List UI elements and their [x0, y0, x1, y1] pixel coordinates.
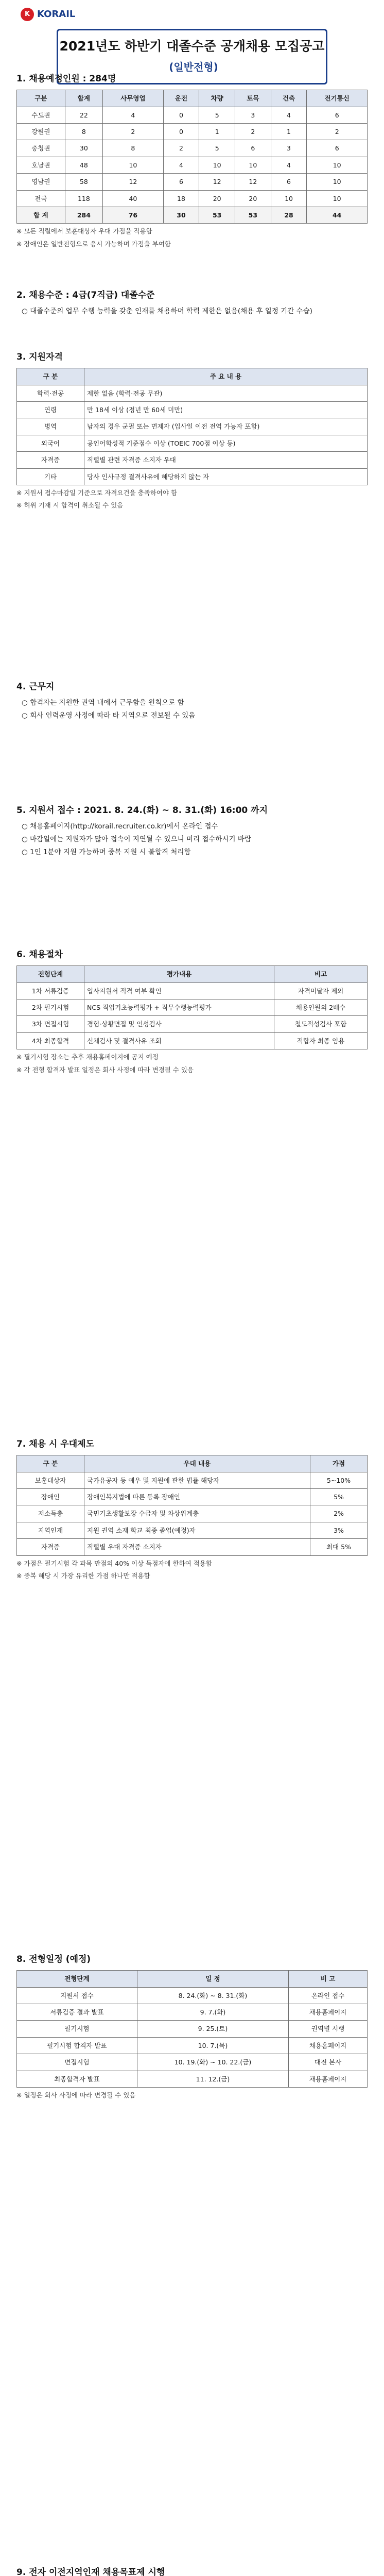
table-row	[17, 1016, 368, 1032]
logo-mark: K	[21, 8, 34, 21]
section-application	[16, 804, 368, 860]
cell: 지원서 접수	[17, 1987, 137, 2004]
col-header: 합계	[65, 90, 103, 107]
cell: 충청권	[17, 140, 65, 157]
cell: 3	[235, 107, 271, 123]
cell: 8	[103, 140, 164, 157]
cell: 2	[307, 124, 368, 140]
cell: 자격증	[17, 1539, 84, 1555]
cell: 1차 서류검증	[17, 982, 84, 999]
note: ※ 장애인은 일반전형으로 응시 가능하며 가점을 부여함	[16, 240, 171, 248]
cell: 6	[235, 140, 271, 157]
col-header: 구분	[17, 90, 65, 107]
cell: 53	[199, 207, 235, 223]
schedule-table	[16, 1970, 368, 2088]
section-level	[16, 289, 368, 319]
table-row	[17, 1032, 368, 1049]
table-row	[17, 190, 368, 207]
col-header: 일 정	[137, 1971, 288, 1987]
cell: 58	[65, 174, 103, 190]
cell: 4	[103, 107, 164, 123]
cell: 8	[65, 124, 103, 140]
cell: 48	[65, 157, 103, 173]
table-row	[17, 1472, 368, 1488]
cell: 서류검증 결과 발표	[17, 2004, 137, 2021]
cell: 5	[199, 140, 235, 157]
cell: 284	[65, 207, 103, 223]
table-row	[17, 402, 368, 418]
cell: 6	[271, 174, 307, 190]
cell: 4	[163, 157, 199, 173]
cell: 53	[235, 207, 271, 223]
cell: 4차 최종합격	[17, 1032, 84, 1049]
cell: 10. 19.(화) ~ 10. 22.(금)	[137, 2054, 288, 2071]
cell: 40	[103, 190, 164, 207]
table-row	[17, 1987, 368, 2004]
section-heading: 1. 채용예정인원 : 284명	[16, 74, 116, 84]
cell: 3%	[310, 1522, 368, 1538]
cell: 6	[307, 140, 368, 157]
cell: 대전 본사	[289, 2054, 368, 2071]
cell: 20	[235, 190, 271, 207]
cell: 채용홈페이지	[289, 2004, 368, 2021]
table-row	[17, 157, 368, 173]
cell: 4	[271, 107, 307, 123]
recruit-table	[16, 90, 368, 224]
cell: 기타	[17, 468, 84, 485]
section-recruit-count	[16, 72, 368, 251]
cell: 12	[103, 174, 164, 190]
cell: 연령	[17, 402, 84, 418]
section-heading: 4. 근무지	[16, 682, 55, 692]
cell: 채용홈페이지	[289, 2071, 368, 2087]
section-workplace	[16, 680, 368, 723]
cell: 1	[271, 124, 307, 140]
cell: 12	[235, 174, 271, 190]
col-header: 전형단계	[17, 1971, 137, 1987]
cell: 수도권	[17, 107, 65, 123]
cell: 0	[163, 107, 199, 123]
section-heading: 9. 전자 이전지역인재 채용목표제 시행	[16, 2567, 165, 2576]
cell: 병역	[17, 418, 84, 435]
table-row	[17, 468, 368, 485]
table-row	[17, 418, 368, 435]
cell: 국가유공자 등 예우 및 지원에 관한 법률 해당자	[84, 1472, 310, 1488]
section-schedule	[16, 1953, 368, 2103]
cell: 12	[199, 174, 235, 190]
cell: 자격미달자 제외	[274, 982, 368, 999]
cell: 1	[199, 124, 235, 140]
cell: 채용홈페이지	[289, 2037, 368, 2054]
cell: 최종합격자 발표	[17, 2071, 137, 2087]
cell: 2	[163, 140, 199, 157]
cell: 최대 5%	[310, 1539, 368, 1555]
table-row	[17, 452, 368, 468]
cell: NCS 직업기초능력평가 + 직무수행능력평가	[84, 999, 274, 1016]
cell: 만 18세 이상 (정년 만 60세 미만)	[84, 402, 368, 418]
cell: 채용인원의 2배수	[274, 999, 368, 1016]
cell: 3	[271, 140, 307, 157]
cell: 8. 24.(화) ~ 8. 31.(화)	[137, 1987, 288, 2004]
cell: 적합자 최종 임용	[274, 1032, 368, 1049]
cell: 자격증	[17, 452, 84, 468]
logo-name: KORAIL	[37, 9, 76, 20]
col-header: 주 요 내 용	[84, 368, 368, 385]
col-header: 토목	[235, 90, 271, 107]
cell: 22	[65, 107, 103, 123]
cell: 3차 면접시험	[17, 1016, 84, 1032]
section-heading: 2. 채용수준 : 4급(7직급) 대졸수준	[16, 290, 155, 300]
cell: 4	[271, 157, 307, 173]
korail-logo	[21, 7, 75, 22]
note: ※ 각 전형 합격자 발표 일정은 회사 사정에 따라 변경될 수 있음	[16, 1065, 194, 1074]
cell: 2	[103, 124, 164, 140]
cell: 2	[235, 124, 271, 140]
cell: 강원권	[17, 124, 65, 140]
note: ※ 일정은 회사 사정에 따라 변경될 수 있음	[16, 2091, 136, 2099]
note: ※ 허위 기재 시 합격이 취소될 수 있음	[16, 501, 124, 510]
section-qualifications	[16, 350, 368, 513]
paragraph: ○ 합격자는 지원한 권역 내에서 근무함을 원칙으로 함	[22, 699, 184, 707]
cell: 호남권	[17, 157, 65, 173]
cell: 10	[307, 157, 368, 173]
cell: 필기시험	[17, 2021, 137, 2037]
cell: 118	[65, 190, 103, 207]
cell: 10	[307, 174, 368, 190]
table-row	[17, 982, 368, 999]
note: ※ 가점은 필기시험 각 과목 만점의 40% 이상 득점자에 한하여 적용함	[16, 1559, 212, 1567]
col-header: 비 고	[289, 1971, 368, 1987]
cell: 2%	[310, 1505, 368, 1522]
table-row	[17, 2054, 368, 2071]
table-total-row	[17, 207, 368, 223]
col-header: 차량	[199, 90, 235, 107]
table-row	[17, 385, 368, 401]
cell: 5%	[310, 1489, 368, 1505]
col-header: 평가내용	[84, 966, 274, 982]
col-header: 우대 내용	[84, 1455, 310, 1472]
cell: 9. 25.(토)	[137, 2021, 288, 2037]
cell: 국민기초생활보장 수급자 및 차상위계층	[84, 1505, 310, 1522]
cell: 영남권	[17, 174, 65, 190]
col-header: 운전	[163, 90, 199, 107]
cell: 76	[103, 207, 164, 223]
cell: 전국	[17, 190, 65, 207]
cell: 온라인 접수	[289, 1987, 368, 2004]
cell: 필기시험 합격자 발표	[17, 2037, 137, 2054]
cell: 6	[307, 107, 368, 123]
paragraph: ○ 대졸수준의 업무 수행 능력을 갖춘 인재를 채용하며 학력 제한은 없음(채용 후 일정 기간 수습)	[22, 307, 312, 316]
note: ※ 지원서 접수마감일 기준으로 자격요건을 충족하여야 함	[16, 488, 178, 497]
cell: 제한 없음 (학력·전공 무관)	[84, 385, 368, 401]
table-row	[17, 2021, 368, 2037]
cell: 10	[199, 157, 235, 173]
table-row	[17, 999, 368, 1016]
note: ※ 필기시험 장소는 추후 채용홈페이지에 공지 예정	[16, 1053, 159, 1061]
col-header: 전기통신	[307, 90, 368, 107]
cell: 10	[235, 157, 271, 173]
col-header: 구 분	[17, 1455, 84, 1472]
paragraph: ○ 회사 인력운영 사정에 따라 타 지역으로 전보될 수 있음	[22, 711, 196, 720]
title-sub: (일반전형)	[169, 60, 218, 73]
section-heading: 3. 지원자격	[16, 352, 63, 362]
cell: 5~10%	[310, 1472, 368, 1488]
cell: 장애인	[17, 1489, 84, 1505]
table-row	[17, 1489, 368, 1505]
process-table	[16, 965, 368, 1049]
cell: 지역인재	[17, 1522, 84, 1538]
section-heading: 6. 채용절차	[16, 950, 63, 960]
col-header: 사무영업	[103, 90, 164, 107]
cell: 30	[65, 140, 103, 157]
paragraph: ○ 채용홈페이지(http://korail.recruiter.co.kr)에서 온라인 접수	[22, 822, 218, 831]
paragraph: ○ 마감일에는 지원자가 많아 접속이 지연될 수 있으니 미리 접수하시기 바람	[22, 835, 251, 844]
cell: 남자의 경우 군필 또는 면제자 (입사일 이전 전역 가능자 포함)	[84, 418, 368, 435]
cell: 2차 필기시험	[17, 999, 84, 1016]
cell: 10	[307, 190, 368, 207]
cell: 입사지원서 적격 여부 확인	[84, 982, 274, 999]
section-local-talent	[16, 2566, 368, 2576]
cell: 경험·상황면접 및 인성검사	[84, 1016, 274, 1032]
cell: 권역별 시행	[289, 2021, 368, 2037]
cell: 외국어	[17, 435, 84, 451]
note: ※ 중복 해당 시 가장 유리한 가점 하나만 적용함	[16, 1571, 150, 1580]
cell: 합 계	[17, 207, 65, 223]
note: ※ 모든 직렬에서 보훈대상자 우대 가점을 적용함	[16, 227, 152, 235]
cell: 10. 7.(목)	[137, 2037, 288, 2054]
table-row	[17, 140, 368, 157]
cell: 11. 12.(금)	[137, 2071, 288, 2087]
table-row	[17, 1505, 368, 1522]
cell: 5	[199, 107, 235, 123]
cell: 직렬별 관련 자격증 소지자 우대	[84, 452, 368, 468]
table-row	[17, 107, 368, 123]
qualification-table	[16, 368, 368, 485]
table-row	[17, 435, 368, 451]
cell: 9. 7.(화)	[137, 2004, 288, 2021]
cell: 면접시험	[17, 2054, 137, 2071]
cell: 저소득층	[17, 1505, 84, 1522]
cell: 장애인복지법에 따른 등록 장애인	[84, 1489, 310, 1505]
cell: 28	[271, 207, 307, 223]
table-row	[17, 1522, 368, 1538]
table-row	[17, 2037, 368, 2054]
paragraph: ○ 1인 1분야 지원 가능하며 중복 지원 시 불합격 처리함	[22, 848, 191, 857]
table-row	[17, 174, 368, 190]
cell: 10	[271, 190, 307, 207]
cell: 44	[307, 207, 368, 223]
col-header: 비고	[274, 966, 368, 982]
cell: 10	[103, 157, 164, 173]
cell: 6	[163, 174, 199, 190]
table-row	[17, 2071, 368, 2087]
table-row	[17, 2004, 368, 2021]
cell: 30	[163, 207, 199, 223]
col-header: 가점	[310, 1455, 368, 1472]
cell: 신체검사 및 결격사유 조회	[84, 1032, 274, 1049]
cell: 공인어학성적 기준점수 이상 (TOEIC 700점 이상 등)	[84, 435, 368, 451]
col-header: 구 분	[17, 368, 84, 385]
cell: 직렬별 우대 자격증 소지자	[84, 1539, 310, 1555]
section-heading: 8. 전형일정 (예정)	[16, 1954, 91, 1964]
section-heading: 7. 채용 시 우대제도	[16, 1439, 94, 1449]
table-row	[17, 124, 368, 140]
cell: 지원 권역 소재 학교 최종 졸업(예정)자	[84, 1522, 310, 1538]
cell: 당사 인사규정 결격사유에 해당하지 않는 자	[84, 468, 368, 485]
section-heading: 5. 지원서 접수 : 2021. 8. 24.(화) ~ 8. 31.(화) 16:00 까지	[16, 805, 268, 816]
cell: 학력·전공	[17, 385, 84, 401]
cell: 철도적성검사 포함	[274, 1016, 368, 1032]
cell: 20	[199, 190, 235, 207]
cell: 18	[163, 190, 199, 207]
preference-table	[16, 1455, 368, 1555]
section-preferences	[16, 1437, 368, 1583]
col-header: 전형단계	[17, 966, 84, 982]
cell: 보훈대상자	[17, 1472, 84, 1488]
section-process	[16, 948, 368, 1077]
title-main: 2021년도 하반기 대졸수준 공개채용 모집공고	[59, 39, 325, 54]
col-header: 건축	[271, 90, 307, 107]
table-row	[17, 1539, 368, 1555]
cell: 0	[163, 124, 199, 140]
